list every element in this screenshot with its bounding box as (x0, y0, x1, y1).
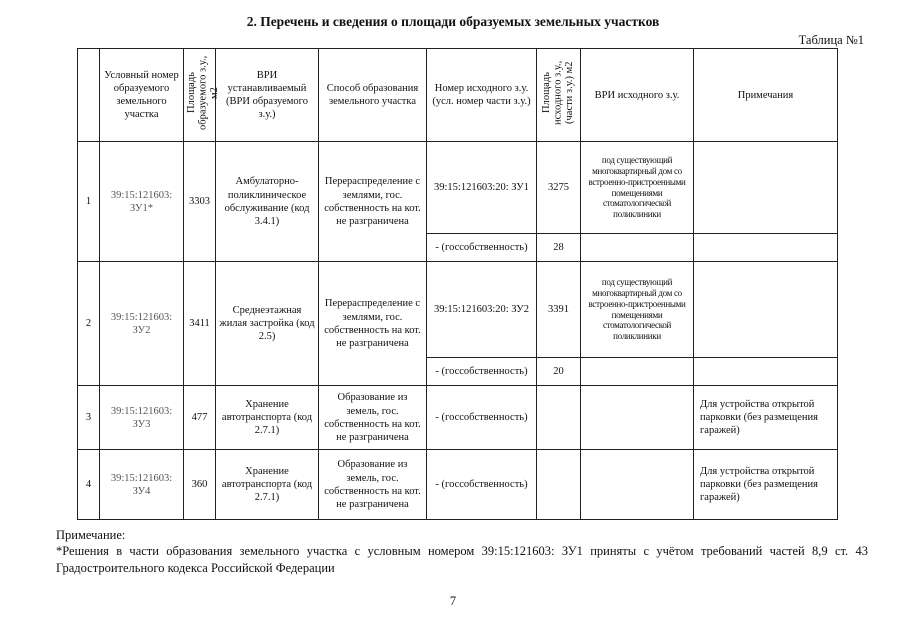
cell-area: 360 (184, 450, 216, 520)
section-title: 2. Перечень и сведения о площади образуемых земельных участков (246, 14, 660, 29)
cell-source-vri (581, 450, 694, 520)
cell-method: Образование из земель, гос. собственность на кот. не разграничена (319, 386, 427, 450)
cell-state-source: - (госсобственность) (427, 234, 537, 262)
cell-num: 2 (78, 262, 100, 386)
cell-empty (694, 234, 838, 262)
land-plots-table (77, 48, 838, 520)
table-row (78, 142, 838, 234)
cell-note: Для устройства открытой парковки (без размещения гаражей) (694, 450, 838, 520)
header-notes: Примечания (694, 49, 838, 142)
cell-state-source: - (госсобственность) (427, 358, 537, 386)
cell-source-number: - (госсобственность) (427, 450, 537, 520)
cell-source-vri: под существующий многоквартирный дом со встроенно-пристроенными помещениями стоматологической поликлиники (581, 262, 694, 358)
header-source-area: Площадь исходного з.у., (части з.у.) м2 (537, 49, 581, 142)
cell-state-area: 28 (537, 234, 581, 262)
footnote (56, 527, 868, 576)
header-num (78, 49, 100, 142)
cell-cond-number: 39:15:121603: ЗУ2 (100, 262, 184, 386)
table-row (78, 450, 838, 520)
cell-note: Для устройства открытой парковки (без размещения гаражей) (694, 386, 838, 450)
header-method: Способ образования земельного участка (319, 49, 427, 142)
cell-num: 1 (78, 142, 100, 262)
table-row (78, 386, 838, 450)
cell-method: Перераспределение с землями, гос. собственность на кот. не разграничена (319, 262, 427, 386)
cell-source-area: 3275 (537, 142, 581, 234)
table-row (78, 262, 838, 358)
footnote-heading: Примечание: (56, 528, 126, 542)
header-vri: ВРИ устанавливаемый (ВРИ образуемого з.у.) (216, 49, 319, 142)
cell-vri: Хранение автотранспорта (код 2.7.1) (216, 450, 319, 520)
cell-note (694, 262, 838, 358)
footnote-text: *Решения в части образования земельного участка с условным номером 39:15:121603: ЗУ1 приняты с учётом требований частей 8,9 ст. 43 Градостроительного кодекса Российской Федерации (56, 544, 868, 575)
header-source-number: Номер исходного з.у. (усл. номер части з.у.) (427, 49, 537, 142)
cell-vri: Среднеэтажная жилая застройка (код 2.5) (216, 262, 319, 386)
cell-source-number: 39:15:121603:20: ЗУ2 (427, 262, 537, 358)
cell-empty (581, 358, 694, 386)
cell-vri: Хранение автотранспорта (код 2.7.1) (216, 386, 319, 450)
cell-area: 3411 (184, 262, 216, 386)
cell-note (694, 142, 838, 234)
table-header-row (78, 49, 838, 142)
cell-source-area (537, 450, 581, 520)
cell-area: 477 (184, 386, 216, 450)
cell-empty (581, 234, 694, 262)
header-area: Площадь образуемого з.у., м2 (184, 49, 216, 142)
page-number: 7 (449, 594, 457, 608)
cell-cond-number: 39:15:121603: ЗУ1* (100, 142, 184, 262)
cell-source-vri (581, 386, 694, 450)
table-label: Таблица №1 (798, 33, 864, 47)
cell-source-number: 39:15:121603:20: ЗУ1 (427, 142, 537, 234)
header-cond-number: Условный номер образуемого земельного участка (100, 49, 184, 142)
cell-num: 4 (78, 450, 100, 520)
cell-area: 3303 (184, 142, 216, 262)
cell-method: Перераспределение с землями, гос. собственность на кот. не разграничена (319, 142, 427, 262)
cell-cond-number: 39:15:121603: ЗУ3 (100, 386, 184, 450)
cell-source-area: 3391 (537, 262, 581, 358)
cell-method: Образование из земель, гос. собственность на кот. не разграничена (319, 450, 427, 520)
header-source-vri: ВРИ исходного з.у. (581, 49, 694, 142)
cell-vri: Амбулаторно-поликлиническое обслуживание (код 3.4.1) (216, 142, 319, 262)
cell-source-number: - (госсобственность) (427, 386, 537, 450)
cell-empty (694, 358, 838, 386)
cell-num: 3 (78, 386, 100, 450)
cell-cond-number: 39:15:121603: ЗУ4 (100, 450, 184, 520)
cell-state-area: 20 (537, 358, 581, 386)
cell-source-vri: под существующий многоквартирный дом со встроенно-пристроенными помещениями стоматологической поликлиники (581, 142, 694, 234)
cell-source-area (537, 386, 581, 450)
